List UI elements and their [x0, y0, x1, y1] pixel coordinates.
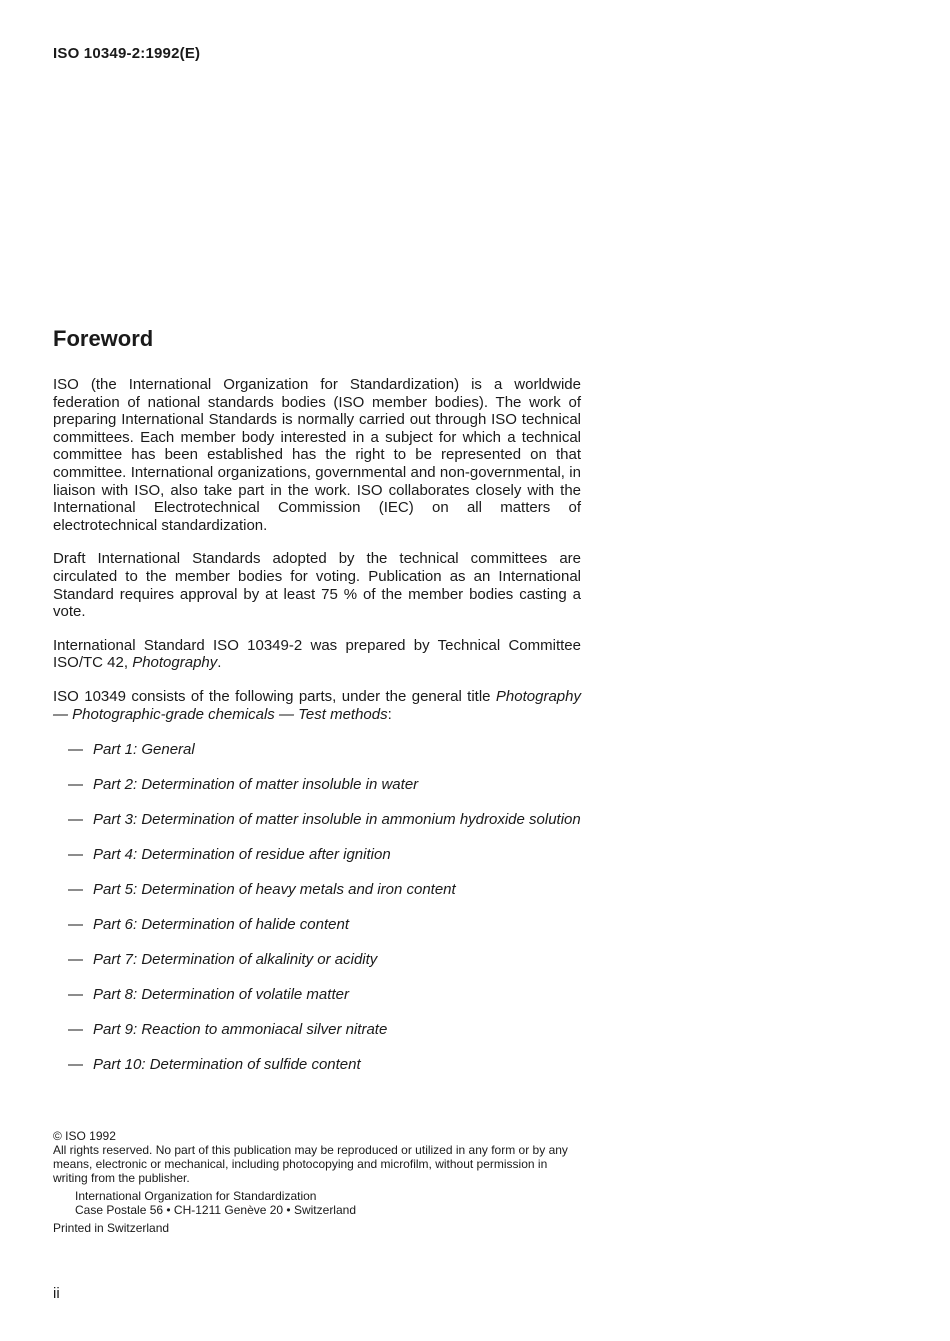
prepared-end: . — [217, 654, 222, 672]
publisher-address — [75, 1189, 583, 1217]
list-dash: — — [68, 881, 83, 899]
paragraph-consists-of — [53, 688, 581, 723]
list-dash: — — [68, 811, 83, 829]
foreword-body — [53, 376, 581, 1091]
list-dash: — — [68, 985, 83, 1003]
paragraph-prepared-by — [53, 637, 581, 672]
consists-end: : — [387, 705, 392, 723]
copyright-block — [53, 1129, 583, 1235]
list-item — [53, 986, 581, 1004]
part-label: Part 3: Determination of matter insoluble in ammonium hydroxide solution — [93, 811, 581, 829]
list-item — [53, 776, 581, 794]
list-item — [53, 846, 581, 864]
list-item — [53, 1056, 581, 1074]
printed-in: Printed in Switzerland — [53, 1221, 170, 1235]
list-item — [53, 811, 581, 829]
paragraph-draft-standards: Draft International Standards adopted by the technical committees are circulated to the member bodies for voting. Publication as an International Standard requires approval by at least 75 % of the member bodies casting a vote. — [53, 550, 581, 621]
list-dash: — — [68, 776, 83, 794]
committee-title: Photography — [132, 654, 218, 672]
foreword-heading: Foreword — [53, 326, 154, 351]
consists-text: ISO 10349 consists of the following parts, under the general title — [53, 687, 496, 705]
page-number: ii — [53, 1285, 60, 1302]
document-id: ISO 10349-2:1992(E) — [53, 45, 201, 62]
rights-notice: All rights reserved. No part of this publication may be reproduced or utilized in any form or by any means, electronic or mechanical, including photocopying and microfilm, without permission in writing from the publisher. — [53, 1143, 568, 1185]
list-dash: — — [68, 846, 83, 864]
list-dash: — — [68, 951, 83, 968]
part-label: Part 1: General — [93, 741, 195, 759]
list-item — [53, 741, 581, 759]
parts-list — [53, 741, 581, 1073]
part-label: Part 2: Determination of matter insoluble in water — [93, 776, 419, 794]
list-item — [53, 916, 581, 934]
list-item — [53, 881, 581, 899]
list-dash: — — [68, 916, 83, 934]
list-dash: — — [68, 741, 83, 759]
list-item — [53, 951, 581, 969]
part-label: Part 6: Determination of halide content — [93, 916, 349, 934]
list-dash: — — [68, 1055, 83, 1073]
part-label: Part 9: Reaction to ammoniacal silver nitrate — [93, 1020, 388, 1038]
copyright-line: © ISO 1992 — [53, 1129, 116, 1143]
part-label: Part 10: Determination of sulfide content — [93, 1055, 361, 1073]
part-label: Part 8: Determination of volatile matter — [93, 985, 349, 1003]
publisher-postal: Case Postale 56 • CH-1211 Genève 20 • Switzerland — [75, 1203, 356, 1217]
prepared-text: International Standard ISO 10349-2 was prepared by Technical Committee ISO/TC 42, — [53, 636, 581, 672]
list-item — [53, 1021, 581, 1039]
publisher-name: International Organization for Standardization — [75, 1189, 317, 1203]
part-label: Part 7: Determination of alkalinity or acidity — [93, 951, 378, 968]
part-label: Part 5: Determination of heavy metals and iron content — [93, 881, 456, 899]
part-label: Part 4: Determination of residue after ignition — [93, 846, 391, 864]
general-title: Photography — Photographic-grade chemicals — Test methods — [53, 687, 581, 723]
paragraph-iso-intro: ISO (the International Organization for Standardization) is a worldwide federation of national standards bodies (ISO member bodies). The work of preparing International Standards is normally carried out through ISO technical committees. Each member body interested in a subject for which a technical committee has been established has the right to be represented on that committee. International organizations, governmental and non-governmental, in liaison with ISO, also take part in the work. ISO collaborates closely with the International Electrotechnical Commission (IEC) on all matters of electrotechnical standardization. — [53, 376, 581, 534]
list-dash: — — [68, 1020, 83, 1038]
